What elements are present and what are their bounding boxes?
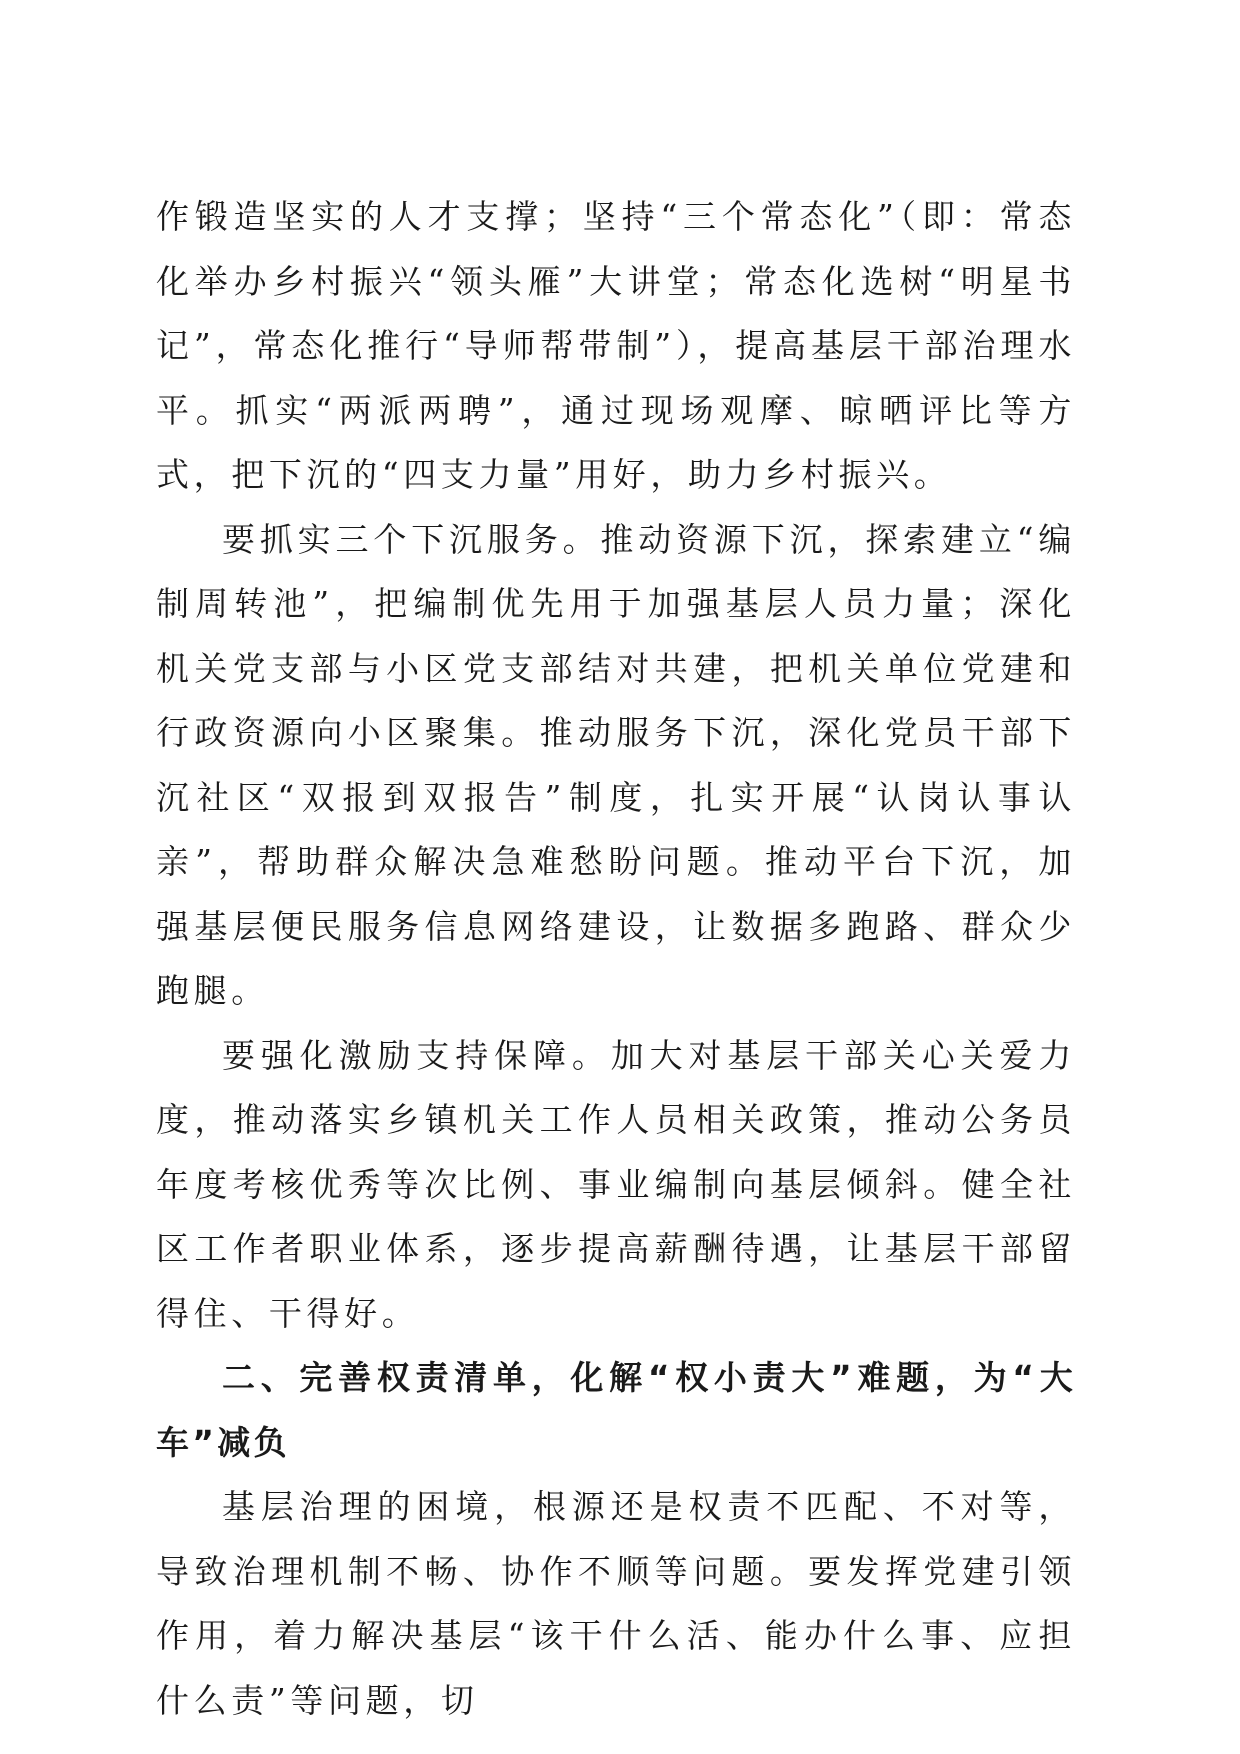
- document-body: [156, 185, 1076, 1733]
- section-heading: 二、完善权责清单，化解“权小责大”难题，为“大车”减负: [156, 1358, 1076, 1462]
- paragraph-incentives: 要强化激励支持保障。加大对基层干部关心关爱力度，推动落实乡镇机关工作人员相关政策，推动公务员年度考核优秀等次比例、事业编制向基层倾斜。健全社区工作者职业体系，逐步提高薪酬待遇，让基层干部留得住、干得好。: [156, 1035, 1076, 1333]
- paragraph-continuation: 作锻造坚实的人才支撑；坚持“三个常态化”（即：常态化举办乡村振兴“领头雁”大讲堂；常态化选树“明星书记”，常态化推行“导师帮带制”），提高基层干部治理水平。抓实“两派两聘”，通过现场观摩、晾晒评比等方式，把下沉的“四支力量”用好，助力乡村振兴。: [156, 197, 1076, 494]
- paragraph-governance-dilemma: 基层治理的困境，根源还是权责不匹配、不对等，导致治理机制不畅、协作不顺等问题。要发挥党建引领作用，着力解决基层“该干什么活、能办什么事、应担什么责”等问题，切: [156, 1487, 1076, 1720]
- paragraph-sinking-services: 要抓实三个下沉服务。推动资源下沉，探索建立“编制周转池”，把编制优先用于加强基层人员力量；深化机关党支部与小区党支部结对共建，把机关单位党建和行政资源向小区聚集。推动服务下沉，深化党员干部下沉社区“双报到双报告”制度，扎实开展“认岗认事认亲”，帮助群众解决急难愁盼问题。推动平台下沉，加强基层便民服务信息网络建设，让数据多跑路、群众少跑腿。: [156, 519, 1076, 1010]
